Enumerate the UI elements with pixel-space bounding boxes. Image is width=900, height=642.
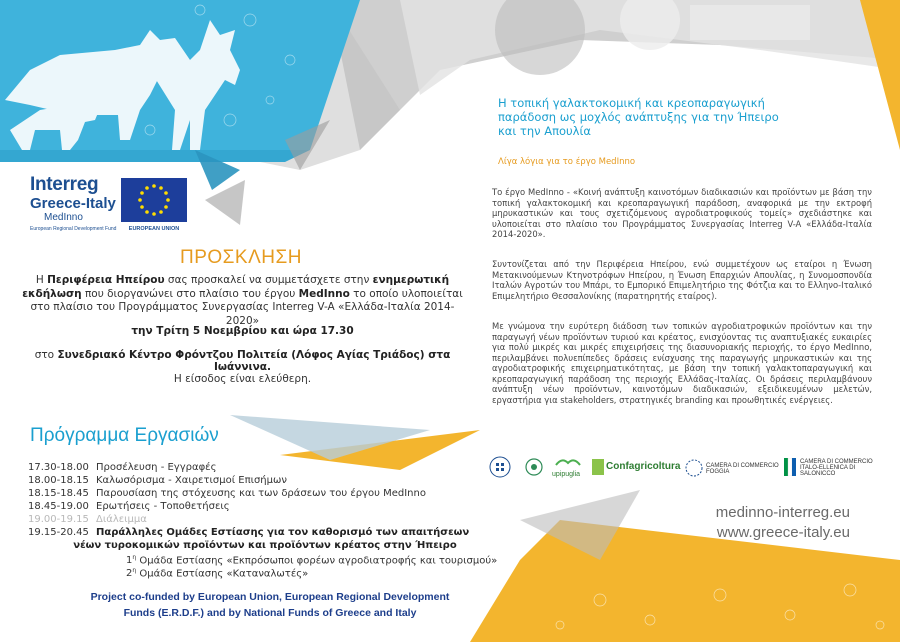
program-desc: Ερωτήσεις - Τοποθετήσεις <box>96 501 230 512</box>
logo-project-text: MedInno <box>44 212 83 223</box>
program-time: 17.30-18.00 <box>28 462 89 473</box>
invitation-part2: σας προσκαλεί να συμμετάσχετε στην <box>164 274 373 286</box>
group2-sup: η <box>132 567 137 574</box>
cofunding-statement <box>70 590 470 621</box>
logo-fund-text: European Regional Development Fund <box>30 226 117 232</box>
program-focus-line2: νέων τυροκομικών προϊόντων και προϊόντων κρέατος στην Ήπειρο <box>73 540 457 551</box>
program-desc: Καλωσόρισμα - Χαιρετισμοί Επισήμων <box>96 475 287 486</box>
about-subtitle: Λίγα λόγια για το έργο MedInno <box>498 157 636 167</box>
program-desc: Διάλειμμα <box>96 514 147 525</box>
program-desc: Προσέλευση - Εγγραφές <box>96 462 217 473</box>
invitation-region: Περιφέρεια Ηπείρου <box>47 274 165 286</box>
program-time: 19.00-19.15 <box>28 514 89 525</box>
about-title: Η τοπική γαλακτοκομική και κρεοπαραγωγική παράδοση ως μοχλός ανάπτυξης για την Ήπειρο και την Απουλία <box>498 96 779 138</box>
about-paragraph-3: Με γνώμονα την ευρύτερη διάδοση των τοπικών αγροδιατροφικών προϊόντων και την παραγωγή νέων προϊόντων τυριού και κρέατος, ενισχύοντας τις αναπτυξιακές ευκαιρίες για πολύ μικρές και μικρές επιχειρήσεις της διασυνοριακής περιοχής, το έργο MedInno, περιλαμβάνει πολυεπίπεδες δράσεις ενίσχυσης της παραγωγής μηρυκαστικών και της αγροδιατροφικής επιχειρηματικότητας, με βάση την τοπική γαλακτοπαραγωγική και κρεοπαραγωγική παράδοση της περιοχής Ελλάδας-Ιταλίας. Οι δράσεις περιλαμβάνουν ανάπτυξη νέων προϊόντων, καινοτόμων διαδικασιών, εξειδικευμένων μελετών, εργαστήρια για stakeholders, στρατηγικές branding και προωθητικές ενέργειες. <box>492 321 872 405</box>
program-title: Πρόγραμμα Εργασιών <box>30 425 219 446</box>
invitation-part4: το οποίο υλοποιείται στο πλαίσιο του Προγράμματος Συνεργασίας Interreg V-A «Ελλάδα-Ιταλία 2014-2020» <box>30 287 463 327</box>
invitation-text <box>20 274 465 328</box>
project-url[interactable]: medinno-interreg.eu <box>715 504 850 521</box>
venue-prefix: στο <box>34 349 58 361</box>
program-time: 18.15-18.45 <box>28 488 89 499</box>
invitation-project: MedInno <box>298 287 350 300</box>
invitation-title: ΠΡΟΣΚΛΗΣΗ <box>180 247 302 268</box>
upipuglia-label: upipuglia <box>552 471 581 478</box>
focus-group-1 <box>96 554 497 566</box>
partner-logos <box>488 455 878 481</box>
free-entry: Η είσοδος είναι ελεύθερη. <box>173 373 312 385</box>
event-date: την Τρίτη 5 Νοεμβρίου και ώρα 17.30 <box>131 325 354 337</box>
group2-num: 2 <box>126 568 133 580</box>
cofunding-line1: Project co-funded by European Union, European Regional Development <box>90 591 450 603</box>
confagricoltura-logo-icon <box>592 459 604 475</box>
eu-flag-icon <box>121 178 187 222</box>
italo-hellenic-chamber-logo-icon <box>784 458 796 476</box>
confagricoltura-label: Confagricoltura <box>606 461 681 472</box>
venue-name: Συνεδριακό Κέντρο Φρόντζου Πολιτεία (Λόφος Αγίας Τριάδος) στα Ιωάννινα. <box>57 349 451 373</box>
program-time: 19.15-20.45 <box>28 527 89 538</box>
invitation-part3: που διοργανώνει στο πλαίσιο του έργου <box>81 287 299 300</box>
invitation-event: ενημερωτική εκδήλωση <box>22 274 450 300</box>
greek-republic-emblem-icon <box>488 455 512 479</box>
event-venue <box>20 349 465 373</box>
group1-num: 1 <box>126 555 133 567</box>
group2-text: Ομάδα Εστίασης «Καταναλωτές» <box>136 568 309 580</box>
program-time: 18.45-19.00 <box>28 501 89 512</box>
upipuglia-logo-icon <box>554 455 582 469</box>
about-paragraph-1: Το έργο MedInno - «Κοινή ανάπτυξη καινοτόμων διαδικασιών και προϊόντων με βάση την τοπική γαλακτοκομική και κρεοπαραγωγική παράδοση, αναφορικά με την εκτροφή μηρυκαστικών και τους σχετιζόμενους αγροδιατροφικούς τομείς» σχεδιάστηκε και υλοποιείται στο πλαίσιο του Προγράμματος Συνεργασίας Interreg V-A «Ελλάδα-Ιταλία 2014-2020». <box>492 187 872 239</box>
program-time: 18.00-18.15 <box>28 475 89 486</box>
group1-text: Ομάδα Εστίασης «Εκπρόσωποι φορέων αγροδιατροφής και τουρισμού» <box>136 555 498 567</box>
eu-label: EUROPEAN UNION <box>128 226 180 232</box>
italo-hellenic-chamber-label: CAMERA DI COMMERCIO ITALO-ELLENICA DI SALONICCO <box>800 459 873 477</box>
cofunding-line2: Funds (E.R.D.F.) and by National Funds of Greece and Italy <box>123 606 417 619</box>
epirus-region-logo-icon <box>524 457 544 477</box>
program-desc: Παράλληλες Ομάδες Εστίασης για τον καθορισμό των απαιτήσεων <box>96 527 470 538</box>
invitation-part1: Η <box>35 274 48 286</box>
logo-interreg-text: Interreg <box>30 174 99 195</box>
program-url[interactable]: www.greece-italy.eu <box>716 524 850 541</box>
focus-group-2 <box>96 567 308 579</box>
foggia-chamber-logo-icon <box>684 458 704 478</box>
foggia-chamber-label: CAMERA DI COMMERCIO FOGGIA <box>706 463 779 475</box>
group1-sup: η <box>132 554 137 561</box>
program-desc: Παρουσίαση της στόχευσης και των δράσεων του έργου MedInno <box>96 488 426 499</box>
about-paragraph-2: Συντονίζεται από την Περιφέρεια Ηπείρου, ενώ συμμετέχουν ως εταίροι η Ένωση Μετακινούμενων Κτηνοτρόφων Ηπείρου, η Ένωση Επαρχιών Απουλίας, η Συνομοσπονδία Ιταλών Αγροτών του Μπάρι, το Εμπορικό Επιμελητήριο της Φότζια και το Ελληνο-Ιταλικό Επιμελητήριο Θεσσαλονίκης (παρατηρητής εταίρος). <box>492 259 872 301</box>
logo-program-text: Greece-Italy <box>30 195 116 212</box>
